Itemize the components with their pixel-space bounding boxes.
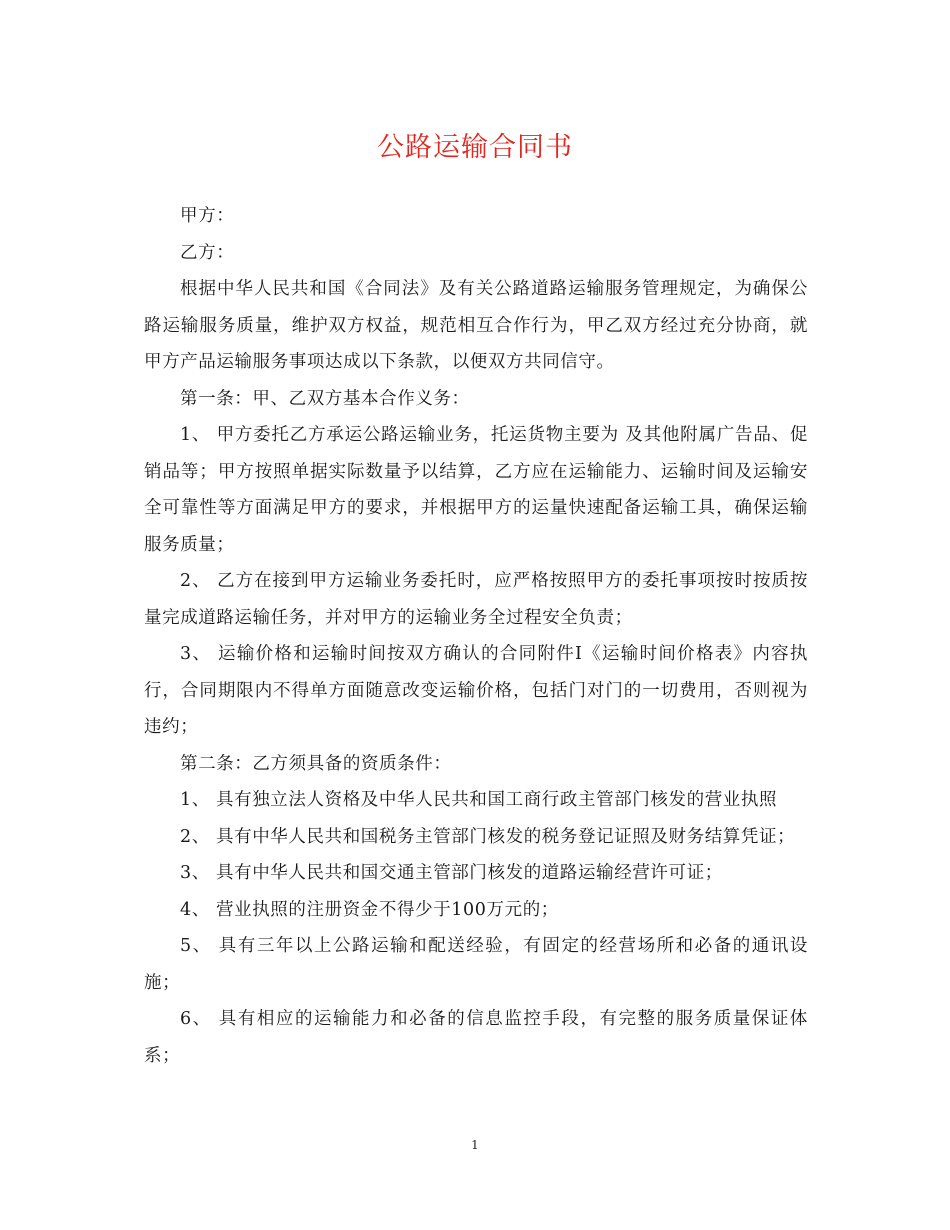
article-1-clause-3: 3、 运输价格和运输时间按双方确认的合同附件Ⅰ《运输时间价格表》内容执行，合同期限内不得单方面随意改变运输价格，包括门对门的一切费用，否则视为违约；: [144, 644, 808, 737]
party-a-line: 甲方：: [180, 206, 235, 226]
page-number: 1: [471, 1138, 479, 1152]
party-b-line: 乙方：: [180, 242, 235, 263]
article-2-clause-4: 4、 营业执照的注册资金不得少于100万元的；: [180, 899, 559, 920]
article-2-clause-3: 3、 具有中华人民共和国交通主管部门核发的道路运输经营许可证；: [180, 863, 723, 883]
article-2-clause-1: 1、 具有独立法人资格及中华人民共和国工商行政主管部门核发的营业执照: [180, 790, 778, 810]
article-2-clause-5: 5、 具有三年以上公路运输和配送经验，有固定的经营场所和必备的通讯设施；: [144, 936, 808, 993]
article-1-clause-1: 1、 甲方委托乙方承运公路运输业务，托运货物主要为 及其他附属广告品、促销品等；甲方按照单据实际数量予以结算，乙方应在运输能力、运输时间及运输安全可靠性等方面满足甲方的要求，并根据甲方的运量快速配备运输工具，确保运输服务质量；: [144, 425, 808, 555]
article-2-clause-2: 2、 具有中华人民共和国税务主管部门核发的税务登记证照及财务结算凭证；: [180, 826, 796, 847]
preamble-paragraph: 根据中华人民共和国《合同法》及有关公路道路运输服务管理规定，为确保公路运输服务质量，维护双方权益，规范相互合作行为，甲乙双方经过充分协商，就甲方产品运输服务事项达成以下条款，以便双方共同信守。: [144, 279, 808, 372]
article-2-heading: 第二条：乙方须具备的资质条件：: [180, 753, 452, 774]
document-title: 公路运输合同书: [377, 132, 573, 163]
document-body: [144, 198, 808, 1074]
article-1-clause-2: 2、 乙方在接到甲方运输业务委托时，应严格按照甲方的委托事项按时按质按量完成道路运输任务，并对甲方的运输业务全过程安全负责；: [144, 571, 808, 628]
article-2-clause-6: 6、 具有相应的运输能力和必备的信息监控手段，有完整的服务质量保证体系；: [144, 1009, 808, 1066]
article-1-heading: 第一条：甲、乙双方基本合作义务：: [180, 388, 470, 409]
